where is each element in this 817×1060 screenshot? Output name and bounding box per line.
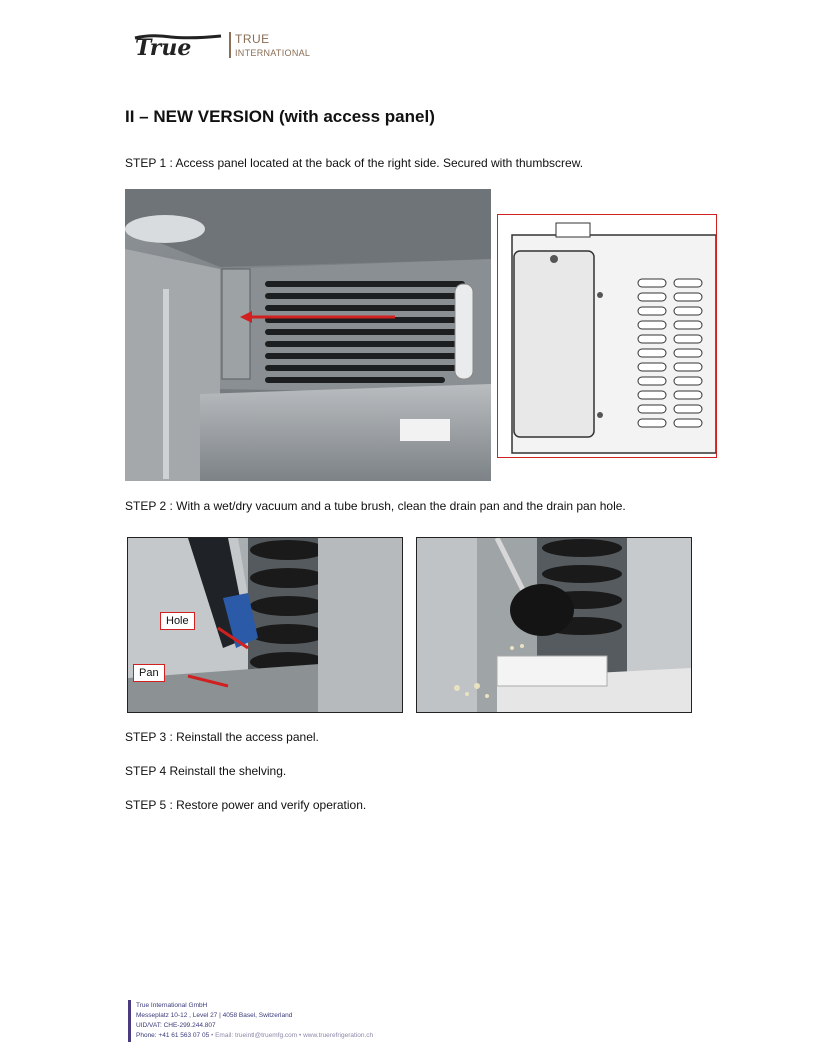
footer-phone: Phone: +41 61 563 07 05 xyxy=(136,1032,210,1039)
footer-contact xyxy=(136,1032,373,1040)
step-3-text: STEP 3 : Reinstall the access panel. xyxy=(125,730,319,744)
section-title: II – NEW VERSION (with access panel) xyxy=(125,107,435,126)
footer-vat: UID/VAT: CHE-299.244.807 xyxy=(136,1022,216,1029)
footer-address: Messeplatz 10-12 , Level 27 | 4058 Basel, Switzerland xyxy=(136,1012,293,1019)
footer-bar xyxy=(128,1000,131,1042)
vacuum-drain-photo xyxy=(127,537,403,713)
access-panel-diagram xyxy=(497,214,717,458)
tube-brush-photo xyxy=(416,537,692,713)
logo-script-text: True xyxy=(135,35,192,60)
access-panel-photo xyxy=(125,189,491,481)
logo-divider xyxy=(229,32,231,58)
logo-brand: TRUE xyxy=(235,32,270,46)
footer-web: • Email: trueintl@truemfg.com • www.truerefrigeration.ch xyxy=(209,1032,374,1039)
true-logo-script xyxy=(131,28,227,60)
pan-label: Pan xyxy=(133,664,165,682)
step-5-text: STEP 5 : Restore power and verify operation. xyxy=(125,798,367,812)
footer-company: True International GmbH xyxy=(136,1002,208,1009)
step-1-text: STEP 1 : Access panel located at the back of the right side. Secured with thumbscrew. xyxy=(125,156,584,170)
step-4-text: STEP 4 Reinstall the shelving. xyxy=(125,764,287,778)
hole-label: Hole xyxy=(160,612,195,630)
logo-subtitle: INTERNATIONAL xyxy=(235,48,311,58)
step-2-text: STEP 2 : With a wet/dry vacuum and a tube brush, clean the drain pan and the drain pan hole. xyxy=(125,499,626,513)
